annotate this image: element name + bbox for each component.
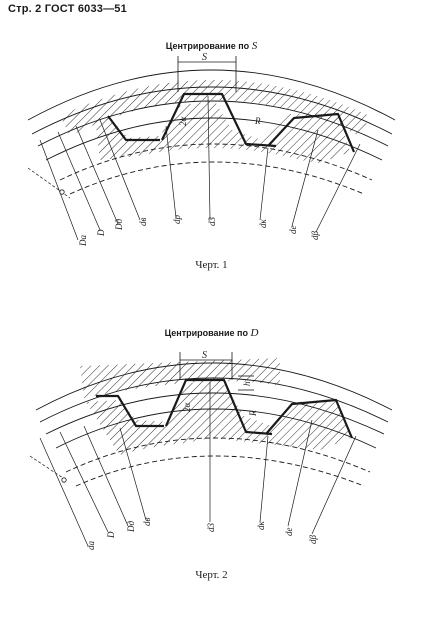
figure1-center-mark bbox=[60, 190, 64, 194]
figure1-label-s: S bbox=[202, 52, 207, 63]
figure2-heading bbox=[0, 327, 423, 339]
figure2-label-s: S bbox=[202, 350, 207, 361]
figure2-label-db: dβ bbox=[308, 535, 318, 544]
figure2-label-dk: dк bbox=[256, 521, 266, 530]
figure1-heading-text: Центрирование по bbox=[165, 41, 252, 51]
figure2-label-da: dа bbox=[86, 541, 96, 550]
page-label: Стр. 2 ГОСТ 6033—51 bbox=[8, 3, 127, 15]
page-header bbox=[8, 3, 127, 15]
figure2-label-h: h bbox=[242, 381, 252, 386]
figure1-label-r: R bbox=[255, 116, 261, 126]
figure2-center-mark bbox=[62, 478, 66, 482]
figure2-caption-text: Черт. 2 bbox=[195, 569, 228, 581]
figure2-label-de: dе bbox=[284, 527, 294, 536]
figure2-hub-hatch bbox=[80, 358, 350, 456]
figure1-label-alpha: 2α bbox=[178, 116, 188, 126]
figure1-label-dv: dв bbox=[138, 217, 148, 226]
figure1-label-dd: Dд bbox=[114, 218, 124, 230]
figure2-heading-text: Центрирование по bbox=[164, 328, 251, 338]
figure2-caption bbox=[0, 569, 423, 581]
figure2-label-r: R bbox=[248, 410, 258, 416]
figure1-label-dp: dр bbox=[172, 215, 182, 224]
figure1-caption-text: Черт. 1 bbox=[195, 259, 228, 271]
figure2-label-dv: dв bbox=[142, 517, 152, 526]
figure1-label-d3: d3 bbox=[207, 217, 217, 226]
figure2-drawing bbox=[0, 346, 423, 562]
figure1-drawing bbox=[0, 48, 423, 263]
figure1-label-de: dе bbox=[288, 225, 298, 234]
figure1-label-dk: dк bbox=[258, 219, 268, 228]
figure2-label-dd: Dд bbox=[126, 520, 136, 532]
figure2-label-d3: d3 bbox=[206, 523, 216, 532]
figure1-caption bbox=[0, 259, 423, 271]
figure1-label-d: D bbox=[96, 229, 106, 236]
figure2-label-d: D bbox=[106, 531, 116, 538]
figure1-heading-symbol: S bbox=[251, 40, 258, 52]
figure2-label-alpha: 2α bbox=[182, 402, 192, 412]
figure2-heading-symbol: D bbox=[250, 327, 259, 339]
figure1-label-da: Dа bbox=[78, 235, 88, 246]
figure1-label-db: dβ bbox=[310, 231, 320, 240]
figure1-hub-hatch bbox=[60, 80, 370, 163]
